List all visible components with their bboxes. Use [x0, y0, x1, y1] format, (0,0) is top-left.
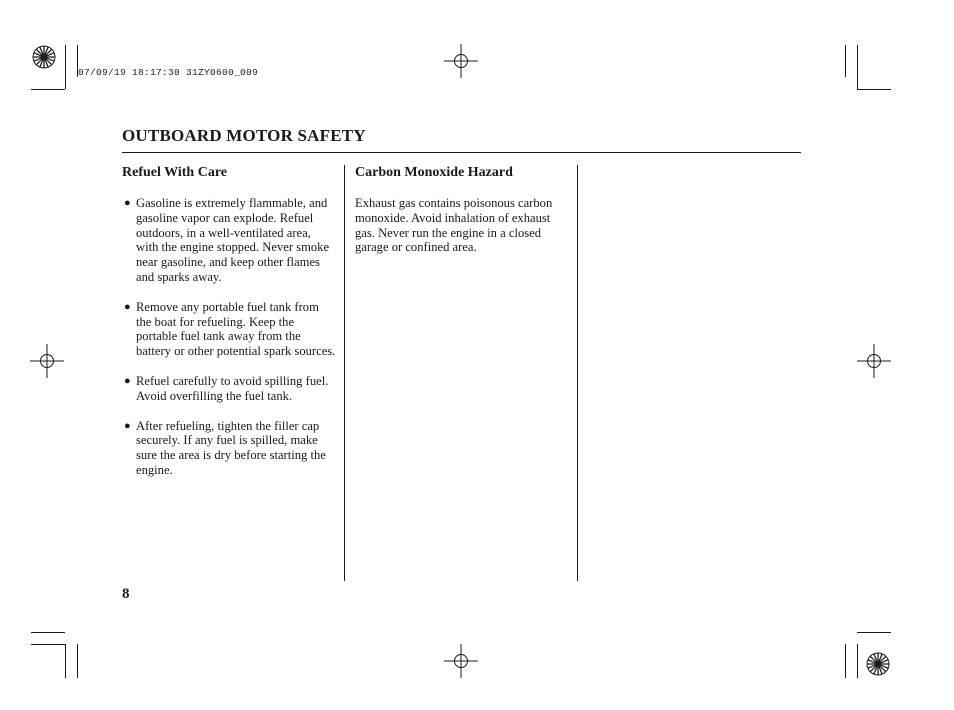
page-number: 8 [122, 586, 130, 602]
bullet-icon: ● [124, 197, 131, 209]
bullet-icon: ● [124, 374, 131, 387]
crop-mark [857, 632, 891, 633]
section-title: OUTBOARD MOTOR SAFETY [122, 126, 366, 145]
print-stamp: 07/09/19 18:17:30 31ZY0600_009 [78, 67, 259, 78]
bullet-text: After refueling, tighten the filler cap securely. If any fuel is spilled, make sure the area is dry before starting the engine. [136, 418, 326, 477]
bullet-icon: ● [124, 419, 131, 432]
crop-mark [31, 644, 65, 645]
crosshair-registration-icon [444, 644, 478, 678]
crop-mark [857, 89, 891, 90]
registration-starburst-icon [866, 652, 890, 676]
crosshair-registration-icon [857, 344, 891, 378]
registration-starburst-icon [32, 45, 56, 69]
refuel-heading: Refuel With Care [122, 165, 227, 180]
column-divider [577, 165, 578, 581]
refuel-bullet-list [124, 196, 336, 493]
bullet-text: Remove any portable fuel tank from the boat for refueling. Keep the portable fuel tank away from the battery or other potential spark sources. [136, 299, 336, 359]
bullet-text: Gasoline is extremely flammable, and gasoline vapor can explode. Refuel outdoors, in a well-ventilated area, with the engine stopped. Never smoke near gasoline, and keep other flames and sparks away. [136, 196, 330, 284]
bullet-text: Refuel carefully to avoid spilling fuel. Avoid overfilling the fuel tank. [136, 373, 329, 403]
carbon-monoxide-heading: Carbon Monoxide Hazard [355, 165, 513, 180]
crop-mark [65, 45, 66, 89]
carbon-monoxide-paragraph: Exhaust gas contains poisonous carbon monoxide. Avoid inhalation of exhaust gas. Never run the engine in a closed garage or confined area. [355, 196, 553, 255]
crop-mark [65, 644, 66, 678]
list-item [124, 419, 336, 478]
crop-mark [845, 45, 846, 77]
crop-mark [857, 45, 858, 89]
crop-mark [31, 632, 65, 633]
crosshair-registration-icon [444, 44, 478, 78]
list-item [124, 300, 336, 359]
list-item [124, 196, 336, 285]
crosshair-registration-icon [30, 344, 64, 378]
bullet-icon: ● [124, 300, 131, 313]
list-item [124, 374, 336, 404]
column-divider [344, 165, 345, 581]
crop-mark [857, 644, 858, 678]
crop-mark [845, 644, 846, 678]
crop-mark [31, 89, 65, 90]
crop-mark [77, 644, 78, 678]
title-rule [122, 152, 801, 153]
